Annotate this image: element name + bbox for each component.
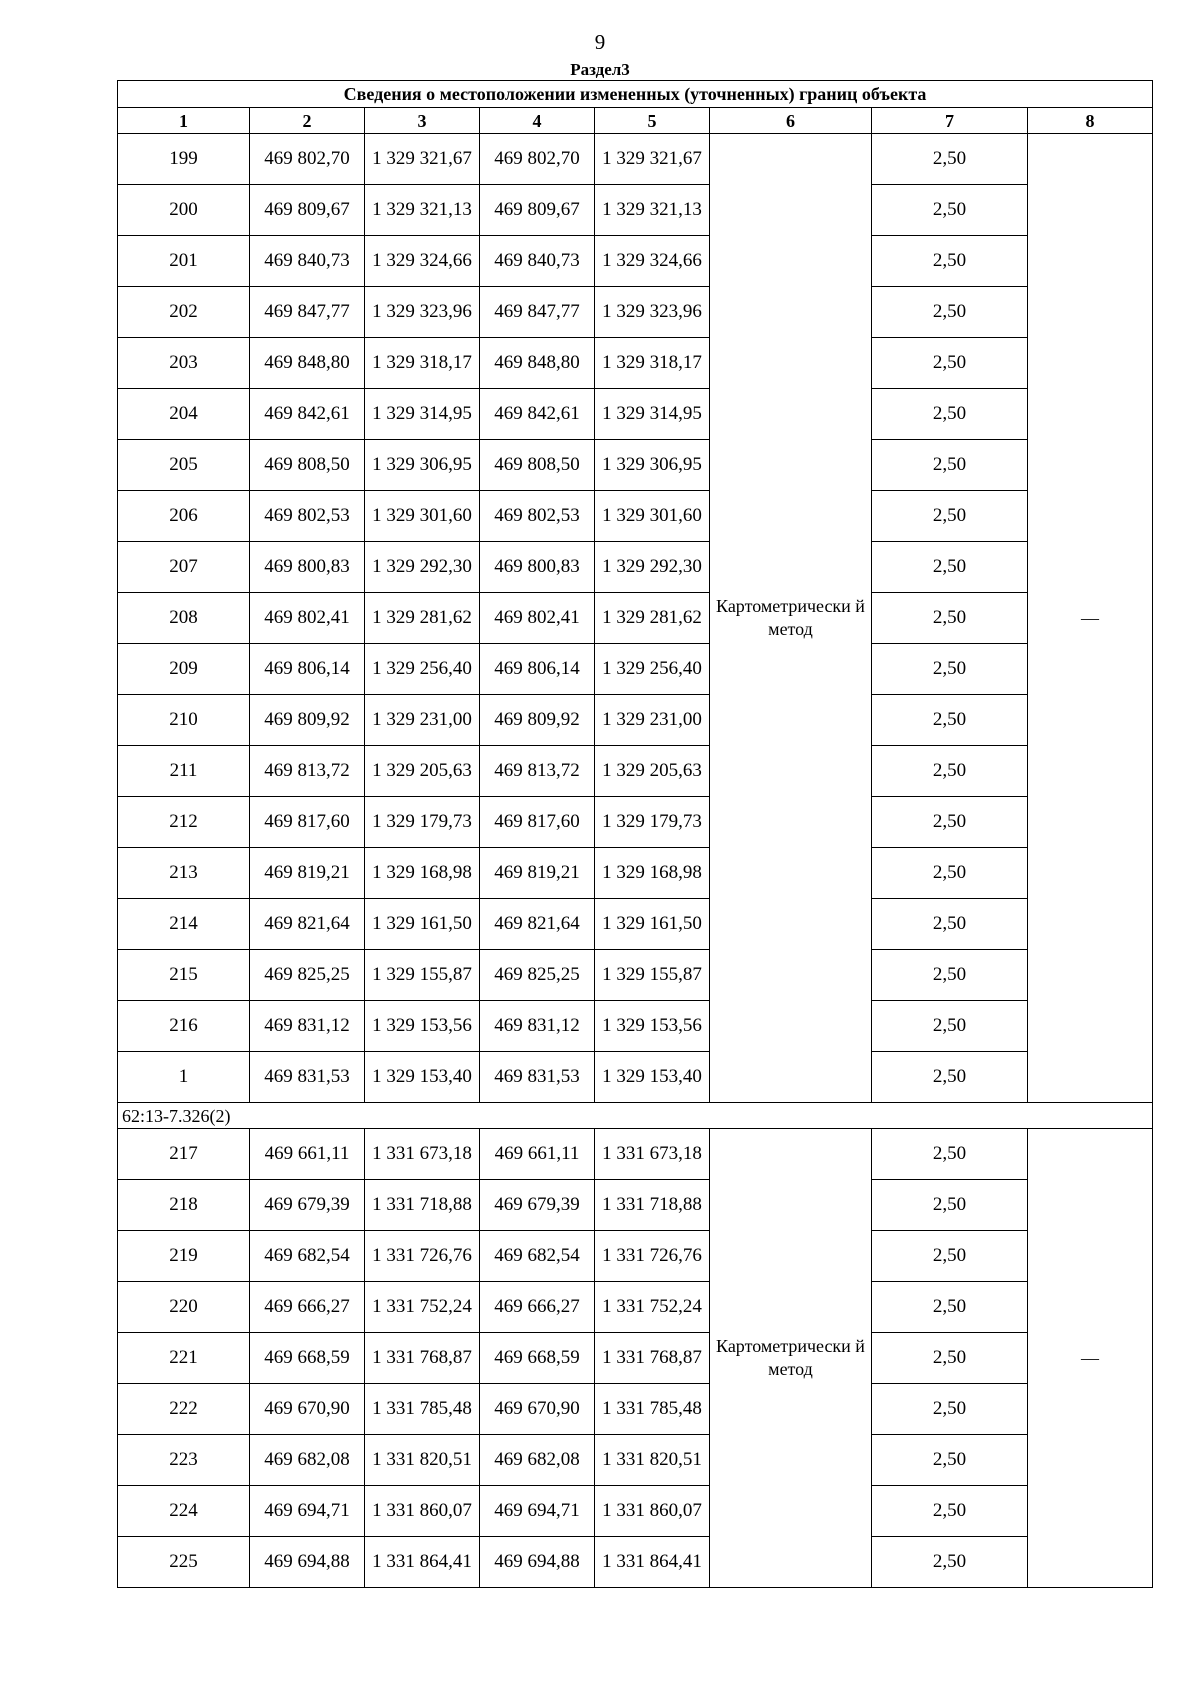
x-coordinate-cell: 469 806,14 — [250, 644, 365, 695]
y-coordinate-new-cell: 1 331 864,41 — [595, 1537, 710, 1588]
y-coordinate-cell: 1 331 673,18 — [365, 1129, 480, 1180]
column-8-cell: — — [1028, 134, 1153, 1103]
table-row — [118, 134, 1153, 185]
y-coordinate-new-cell: 1 329 301,60 — [595, 491, 710, 542]
table-row — [118, 593, 1153, 644]
x-coordinate-cell: 469 679,39 — [250, 1180, 365, 1231]
point-number-cell: 199 — [118, 134, 250, 185]
y-coordinate-new-cell: 1 331 820,51 — [595, 1435, 710, 1486]
x-coordinate-cell: 469 817,60 — [250, 797, 365, 848]
x-coordinate-new-cell: 469 682,08 — [480, 1435, 595, 1486]
x-coordinate-cell: 469 694,88 — [250, 1537, 365, 1588]
table-row — [118, 1231, 1153, 1282]
column-number-header: 8 — [1028, 108, 1153, 134]
table-row — [118, 695, 1153, 746]
column-number-header: 7 — [872, 108, 1028, 134]
table-row — [118, 1384, 1153, 1435]
table-row — [118, 746, 1153, 797]
x-coordinate-new-cell: 469 840,73 — [480, 236, 595, 287]
precision-cell: 2,50 — [872, 287, 1028, 338]
x-coordinate-new-cell: 469 809,67 — [480, 185, 595, 236]
x-coordinate-new-cell: 469 806,14 — [480, 644, 595, 695]
y-coordinate-cell: 1 329 321,67 — [365, 134, 480, 185]
x-coordinate-new-cell: 469 817,60 — [480, 797, 595, 848]
x-coordinate-new-cell: 469 694,71 — [480, 1486, 595, 1537]
table-row — [118, 1052, 1153, 1103]
point-number-cell: 214 — [118, 899, 250, 950]
point-number-cell: 216 — [118, 1001, 250, 1052]
page-number: 9 — [594, 30, 606, 54]
x-coordinate-new-cell: 469 848,80 — [480, 338, 595, 389]
point-number-cell: 1 — [118, 1052, 250, 1103]
point-number-cell: 217 — [118, 1129, 250, 1180]
section-title: Раздел3 — [570, 60, 630, 79]
point-number-cell: 218 — [118, 1180, 250, 1231]
y-coordinate-new-cell: 1 329 161,50 — [595, 899, 710, 950]
y-coordinate-cell: 1 331 820,51 — [365, 1435, 480, 1486]
y-coordinate-new-cell: 1 329 321,13 — [595, 185, 710, 236]
y-coordinate-cell: 1 329 314,95 — [365, 389, 480, 440]
precision-cell: 2,50 — [872, 695, 1028, 746]
point-number-cell: 221 — [118, 1333, 250, 1384]
precision-cell: 2,50 — [872, 1282, 1028, 1333]
x-coordinate-cell: 469 831,53 — [250, 1052, 365, 1103]
table-row — [118, 899, 1153, 950]
precision-cell: 2,50 — [872, 440, 1028, 491]
precision-cell: 2,50 — [872, 950, 1028, 1001]
x-coordinate-new-cell: 469 802,53 — [480, 491, 595, 542]
y-coordinate-cell: 1 331 718,88 — [365, 1180, 480, 1231]
x-coordinate-cell: 469 802,70 — [250, 134, 365, 185]
precision-cell: 2,50 — [872, 1231, 1028, 1282]
x-coordinate-cell: 469 694,71 — [250, 1486, 365, 1537]
table-row — [118, 287, 1153, 338]
y-coordinate-new-cell: 1 329 153,56 — [595, 1001, 710, 1052]
x-coordinate-cell: 469 802,53 — [250, 491, 365, 542]
y-coordinate-new-cell: 1 331 673,18 — [595, 1129, 710, 1180]
column-number-header: 4 — [480, 108, 595, 134]
y-coordinate-new-cell: 1 329 318,17 — [595, 338, 710, 389]
precision-cell: 2,50 — [872, 134, 1028, 185]
table-row — [118, 389, 1153, 440]
x-coordinate-cell: 469 682,54 — [250, 1231, 365, 1282]
x-coordinate-new-cell: 469 831,53 — [480, 1052, 595, 1103]
column-number-header: 1 — [118, 108, 250, 134]
point-number-cell: 204 — [118, 389, 250, 440]
column-number-header: 3 — [365, 108, 480, 134]
x-coordinate-cell: 469 840,73 — [250, 236, 365, 287]
precision-cell: 2,50 — [872, 1486, 1028, 1537]
precision-cell: 2,50 — [872, 1129, 1028, 1180]
y-coordinate-new-cell: 1 329 153,40 — [595, 1052, 710, 1103]
y-coordinate-cell: 1 329 161,50 — [365, 899, 480, 950]
table-row — [118, 1129, 1153, 1180]
precision-cell: 2,50 — [872, 542, 1028, 593]
x-coordinate-new-cell: 469 802,70 — [480, 134, 595, 185]
point-number-cell: 208 — [118, 593, 250, 644]
x-coordinate-cell: 469 808,50 — [250, 440, 365, 491]
y-coordinate-new-cell: 1 329 205,63 — [595, 746, 710, 797]
y-coordinate-cell: 1 329 205,63 — [365, 746, 480, 797]
x-coordinate-cell: 469 809,92 — [250, 695, 365, 746]
y-coordinate-new-cell: 1 329 324,66 — [595, 236, 710, 287]
y-coordinate-cell: 1 331 752,24 — [365, 1282, 480, 1333]
precision-cell: 2,50 — [872, 338, 1028, 389]
y-coordinate-cell: 1 329 153,40 — [365, 1052, 480, 1103]
x-coordinate-cell: 469 682,08 — [250, 1435, 365, 1486]
precision-cell: 2,50 — [872, 491, 1028, 542]
point-number-cell: 205 — [118, 440, 250, 491]
method-cell: Картометрически й метод — [710, 134, 872, 1103]
x-coordinate-cell: 469 666,27 — [250, 1282, 365, 1333]
point-number-cell: 202 — [118, 287, 250, 338]
x-coordinate-cell: 469 802,41 — [250, 593, 365, 644]
y-coordinate-new-cell: 1 331 785,48 — [595, 1384, 710, 1435]
y-coordinate-cell: 1 331 860,07 — [365, 1486, 480, 1537]
precision-cell: 2,50 — [872, 746, 1028, 797]
point-number-cell: 200 — [118, 185, 250, 236]
y-coordinate-cell: 1 329 301,60 — [365, 491, 480, 542]
point-number-cell: 225 — [118, 1537, 250, 1588]
table-row — [118, 950, 1153, 1001]
y-coordinate-cell: 1 329 324,66 — [365, 236, 480, 287]
x-coordinate-new-cell: 469 694,88 — [480, 1537, 595, 1588]
precision-cell: 2,50 — [872, 644, 1028, 695]
x-coordinate-new-cell: 469 819,21 — [480, 848, 595, 899]
y-coordinate-cell: 1 329 256,40 — [365, 644, 480, 695]
x-coordinate-new-cell: 469 808,50 — [480, 440, 595, 491]
table-row — [118, 644, 1153, 695]
table-row — [118, 236, 1153, 287]
table-row — [118, 1333, 1153, 1384]
point-number-cell: 220 — [118, 1282, 250, 1333]
table-row — [118, 848, 1153, 899]
x-coordinate-new-cell: 469 682,54 — [480, 1231, 595, 1282]
x-coordinate-new-cell: 469 679,39 — [480, 1180, 595, 1231]
x-coordinate-cell: 469 847,77 — [250, 287, 365, 338]
coordinates-table — [117, 80, 1153, 1588]
table-row — [118, 1001, 1153, 1052]
x-coordinate-new-cell: 469 847,77 — [480, 287, 595, 338]
x-coordinate-cell: 469 821,64 — [250, 899, 365, 950]
table-row — [118, 1435, 1153, 1486]
y-coordinate-new-cell: 1 331 718,88 — [595, 1180, 710, 1231]
y-coordinate-cell: 1 331 768,87 — [365, 1333, 480, 1384]
table-row — [118, 338, 1153, 389]
y-coordinate-new-cell: 1 329 292,30 — [595, 542, 710, 593]
x-coordinate-new-cell: 469 825,25 — [480, 950, 595, 1001]
x-coordinate-new-cell: 469 842,61 — [480, 389, 595, 440]
x-coordinate-new-cell: 469 661,11 — [480, 1129, 595, 1180]
y-coordinate-new-cell: 1 329 256,40 — [595, 644, 710, 695]
method-cell: Картометрически й метод — [710, 1129, 872, 1588]
y-coordinate-cell: 1 331 726,76 — [365, 1231, 480, 1282]
y-coordinate-new-cell: 1 331 726,76 — [595, 1231, 710, 1282]
x-coordinate-cell: 469 661,11 — [250, 1129, 365, 1180]
precision-cell: 2,50 — [872, 1435, 1028, 1486]
precision-cell: 2,50 — [872, 185, 1028, 236]
y-coordinate-new-cell: 1 331 752,24 — [595, 1282, 710, 1333]
y-coordinate-cell: 1 329 231,00 — [365, 695, 480, 746]
group-label: 62:13-7.326(2) — [118, 1103, 1153, 1129]
x-coordinate-cell: 469 831,12 — [250, 1001, 365, 1052]
table-row — [118, 1180, 1153, 1231]
y-coordinate-new-cell: 1 331 860,07 — [595, 1486, 710, 1537]
y-coordinate-new-cell: 1 329 231,00 — [595, 695, 710, 746]
x-coordinate-new-cell: 469 813,72 — [480, 746, 595, 797]
x-coordinate-new-cell: 469 809,92 — [480, 695, 595, 746]
point-number-cell: 210 — [118, 695, 250, 746]
table-row — [118, 1282, 1153, 1333]
precision-cell: 2,50 — [872, 899, 1028, 950]
y-coordinate-cell: 1 329 281,62 — [365, 593, 480, 644]
x-coordinate-cell: 469 670,90 — [250, 1384, 365, 1435]
x-coordinate-cell: 469 825,25 — [250, 950, 365, 1001]
table-row — [118, 1537, 1153, 1588]
point-number-cell: 203 — [118, 338, 250, 389]
y-coordinate-new-cell: 1 329 306,95 — [595, 440, 710, 491]
point-number-cell: 212 — [118, 797, 250, 848]
x-coordinate-new-cell: 469 800,83 — [480, 542, 595, 593]
point-number-cell: 219 — [118, 1231, 250, 1282]
precision-cell: 2,50 — [872, 1384, 1028, 1435]
table-row — [118, 797, 1153, 848]
table-title: Сведения о местоположении измененных (уточненных) границ объекта — [118, 81, 1153, 108]
x-coordinate-new-cell: 469 670,90 — [480, 1384, 595, 1435]
column-number-header: 6 — [710, 108, 872, 134]
y-coordinate-cell: 1 329 318,17 — [365, 338, 480, 389]
y-coordinate-new-cell: 1 329 323,96 — [595, 287, 710, 338]
x-coordinate-cell: 469 800,83 — [250, 542, 365, 593]
table-row — [118, 491, 1153, 542]
table-row — [118, 185, 1153, 236]
table-row — [118, 1486, 1153, 1537]
x-coordinate-cell: 469 848,80 — [250, 338, 365, 389]
y-coordinate-cell: 1 329 153,56 — [365, 1001, 480, 1052]
precision-cell: 2,50 — [872, 1052, 1028, 1103]
point-number-cell: 213 — [118, 848, 250, 899]
precision-cell: 2,50 — [872, 797, 1028, 848]
x-coordinate-cell: 469 842,61 — [250, 389, 365, 440]
y-coordinate-new-cell: 1 329 321,67 — [595, 134, 710, 185]
x-coordinate-new-cell: 469 821,64 — [480, 899, 595, 950]
y-coordinate-cell: 1 331 785,48 — [365, 1384, 480, 1435]
y-coordinate-cell: 1 329 321,13 — [365, 185, 480, 236]
x-coordinate-new-cell: 469 666,27 — [480, 1282, 595, 1333]
column-number-header: 2 — [250, 108, 365, 134]
y-coordinate-cell: 1 329 292,30 — [365, 542, 480, 593]
y-coordinate-cell: 1 329 306,95 — [365, 440, 480, 491]
precision-cell: 2,50 — [872, 236, 1028, 287]
y-coordinate-new-cell: 1 329 179,73 — [595, 797, 710, 848]
precision-cell: 2,50 — [872, 848, 1028, 899]
point-number-cell: 223 — [118, 1435, 250, 1486]
point-number-cell: 206 — [118, 491, 250, 542]
precision-cell: 2,50 — [872, 1537, 1028, 1588]
x-coordinate-cell: 469 819,21 — [250, 848, 365, 899]
precision-cell: 2,50 — [872, 593, 1028, 644]
y-coordinate-cell: 1 329 155,87 — [365, 950, 480, 1001]
precision-cell: 2,50 — [872, 1001, 1028, 1052]
y-coordinate-cell: 1 331 864,41 — [365, 1537, 480, 1588]
point-number-cell: 207 — [118, 542, 250, 593]
column-8-cell: — — [1028, 1129, 1153, 1588]
y-coordinate-new-cell: 1 331 768,87 — [595, 1333, 710, 1384]
x-coordinate-cell: 469 668,59 — [250, 1333, 365, 1384]
precision-cell: 2,50 — [872, 1180, 1028, 1231]
x-coordinate-new-cell: 469 668,59 — [480, 1333, 595, 1384]
point-number-cell: 209 — [118, 644, 250, 695]
y-coordinate-new-cell: 1 329 281,62 — [595, 593, 710, 644]
y-coordinate-cell: 1 329 323,96 — [365, 287, 480, 338]
point-number-cell: 222 — [118, 1384, 250, 1435]
x-coordinate-cell: 469 809,67 — [250, 185, 365, 236]
x-coordinate-cell: 469 813,72 — [250, 746, 365, 797]
x-coordinate-new-cell: 469 831,12 — [480, 1001, 595, 1052]
y-coordinate-new-cell: 1 329 168,98 — [595, 848, 710, 899]
table-row — [118, 542, 1153, 593]
group-label-row — [118, 1103, 1153, 1129]
x-coordinate-new-cell: 469 802,41 — [480, 593, 595, 644]
point-number-cell: 211 — [118, 746, 250, 797]
point-number-cell: 224 — [118, 1486, 250, 1537]
y-coordinate-cell: 1 329 179,73 — [365, 797, 480, 848]
y-coordinate-cell: 1 329 168,98 — [365, 848, 480, 899]
table-row — [118, 440, 1153, 491]
y-coordinate-new-cell: 1 329 314,95 — [595, 389, 710, 440]
y-coordinate-new-cell: 1 329 155,87 — [595, 950, 710, 1001]
column-number-header: 5 — [595, 108, 710, 134]
point-number-cell: 201 — [118, 236, 250, 287]
precision-cell: 2,50 — [872, 389, 1028, 440]
precision-cell: 2,50 — [872, 1333, 1028, 1384]
point-number-cell: 215 — [118, 950, 250, 1001]
